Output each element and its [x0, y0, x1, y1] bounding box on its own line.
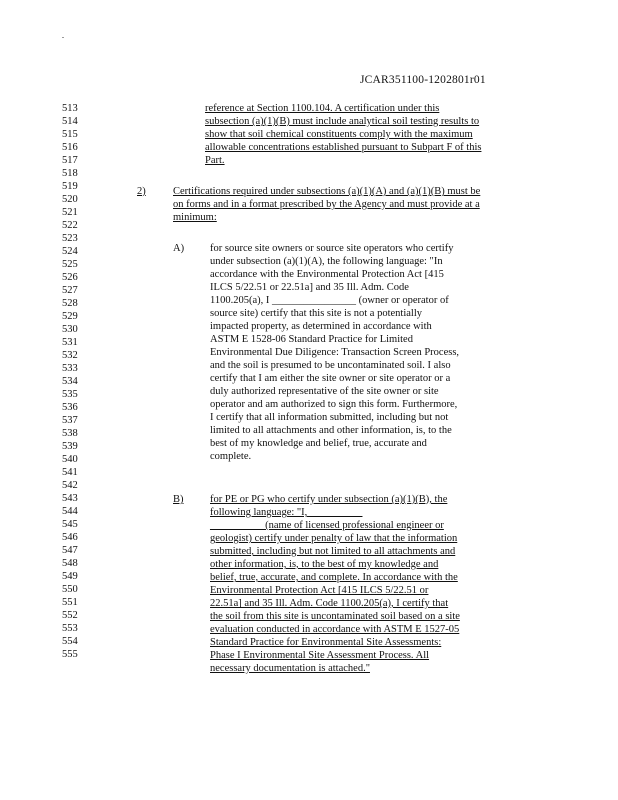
line-number: 522 [62, 220, 78, 231]
text-line: source site) certify that this site is not a potentially [210, 308, 422, 319]
text-line: ASTM E 1528-06 Standard Practice for Limited [210, 334, 413, 345]
line-number: 528 [62, 298, 78, 309]
line-number: 544 [62, 506, 78, 517]
text-line: geologist) certify under penalty of law that the information [210, 533, 458, 544]
line-number: 538 [62, 428, 78, 439]
text-line: subsection (a)(1)(B) must include analytical soil testing results to [205, 116, 480, 127]
line-number: 526 [62, 272, 78, 283]
text-line: minimum: [173, 212, 217, 223]
text-line: evaluation conducted in accordance with ASTM E 1527-05 [210, 624, 460, 635]
text-line: complete. [210, 451, 252, 462]
line-number: 555 [62, 649, 78, 660]
line-number: 515 [62, 129, 78, 140]
line-number: 513 [62, 103, 78, 114]
line-number: 534 [62, 376, 78, 387]
text-line: the soil from this site is uncontaminated soil based on a site [210, 611, 460, 622]
line-number: 519 [62, 181, 78, 192]
scan-speck [62, 37, 64, 38]
text-line: and the soil is presumed to be uncontaminated soil. I also [210, 360, 451, 371]
text-line: for PE or PG who certify under subsection (a)(1)(B), the [210, 494, 448, 505]
line-number: 525 [62, 259, 78, 270]
line-number: 536 [62, 402, 78, 413]
text-line: best of my knowledge and belief, true, accurate and [210, 438, 427, 449]
text-line: under subsection (a)(1)(A), the following language: "In [210, 256, 443, 267]
text-line: Certifications required under subsections (a)(1)(A) and (a)(1)(B) must be [173, 186, 481, 197]
text-line: operator and am authorized to sign this form. Furthermore, [210, 399, 458, 410]
item-label-a: A) [173, 243, 185, 254]
text-line: certify that I am either the site owner or site operator or a [210, 373, 451, 384]
text-line: 1100.205(a), I ________________ (owner or operator of [210, 295, 449, 306]
text-line: impacted property, as determined in accordance with [210, 321, 432, 332]
line-number: 514 [62, 116, 78, 127]
line-number: 530 [62, 324, 78, 335]
text-line: Part. [205, 155, 225, 166]
line-number: 541 [62, 467, 78, 478]
item-label-b: B) [173, 494, 184, 505]
line-number: 545 [62, 519, 78, 530]
line-number: 551 [62, 597, 78, 608]
line-number: 547 [62, 545, 78, 556]
text-line: Phase I Environmental Site Assessment Process. All [210, 650, 430, 661]
text-line: Standard Practice for Environmental Site Assessments: [210, 637, 442, 648]
line-number: 523 [62, 233, 78, 244]
text-line: __________ (name of licensed professional engineer or [210, 520, 444, 531]
line-number: 531 [62, 337, 78, 348]
line-number: 532 [62, 350, 78, 361]
text-line: accordance with the Environmental Protection Act [415 [210, 269, 444, 280]
line-number: 517 [62, 155, 78, 166]
line-number: 553 [62, 623, 78, 634]
line-number: 542 [62, 480, 78, 491]
text-line: show that soil chemical constituents comply with the maximum [205, 129, 473, 140]
line-number: 535 [62, 389, 78, 400]
text-line: on forms and in a format prescribed by the Agency and must provide at a [173, 199, 480, 210]
line-number: 527 [62, 285, 78, 296]
line-number: 549 [62, 571, 78, 582]
text-line: Environmental Protection Act [415 ILCS 5/22.51 or [210, 585, 429, 596]
line-number: 533 [62, 363, 78, 374]
line-number: 554 [62, 636, 78, 647]
line-number: 520 [62, 194, 78, 205]
line-number: 516 [62, 142, 78, 153]
text-line: necessary documentation is attached." [210, 663, 370, 674]
line-number: 518 [62, 168, 78, 179]
text-line: duly authorized representative of the site owner or site [210, 386, 439, 397]
text-line: submitted, including but not limited to all attachments and [210, 546, 456, 557]
text-line: other information, is, to the best of my knowledge and [210, 559, 439, 570]
line-number: 539 [62, 441, 78, 452]
line-number: 529 [62, 311, 78, 322]
line-number: 543 [62, 493, 78, 504]
text-line: belief, true, accurate, and complete. In accordance with the [210, 572, 458, 583]
text-line: limited to all attachments and other information, is, to the [210, 425, 452, 436]
item-label-2: 2) [137, 186, 146, 197]
text-line: for source site owners or source site operators who certify [210, 243, 454, 254]
line-number: 537 [62, 415, 78, 426]
line-number: 521 [62, 207, 78, 218]
line-number: 524 [62, 246, 78, 257]
text-line: 22.51a] and 35 Ill. Adm. Code 1100.205(a), I certify that [210, 598, 449, 609]
text-line: following language: "I, __________ [210, 507, 363, 518]
text-line: I certify that all information submitted, including but not [210, 412, 449, 423]
text-line: allowable concentrations established pursuant to Subpart F of this [205, 142, 482, 153]
line-number: 546 [62, 532, 78, 543]
text-line: reference at Section 1100.104. A certification under this [205, 103, 440, 114]
line-number: 548 [62, 558, 78, 569]
line-number: 540 [62, 454, 78, 465]
text-line: Environmental Due Diligence: Transaction Screen Process, [210, 347, 460, 358]
document-header: JCAR351100-1202801r01 [360, 74, 486, 86]
line-number: 550 [62, 584, 78, 595]
line-number: 552 [62, 610, 78, 621]
text-line: ILCS 5/22.51 or 22.51a] and 35 Ill. Adm. Code [210, 282, 409, 293]
